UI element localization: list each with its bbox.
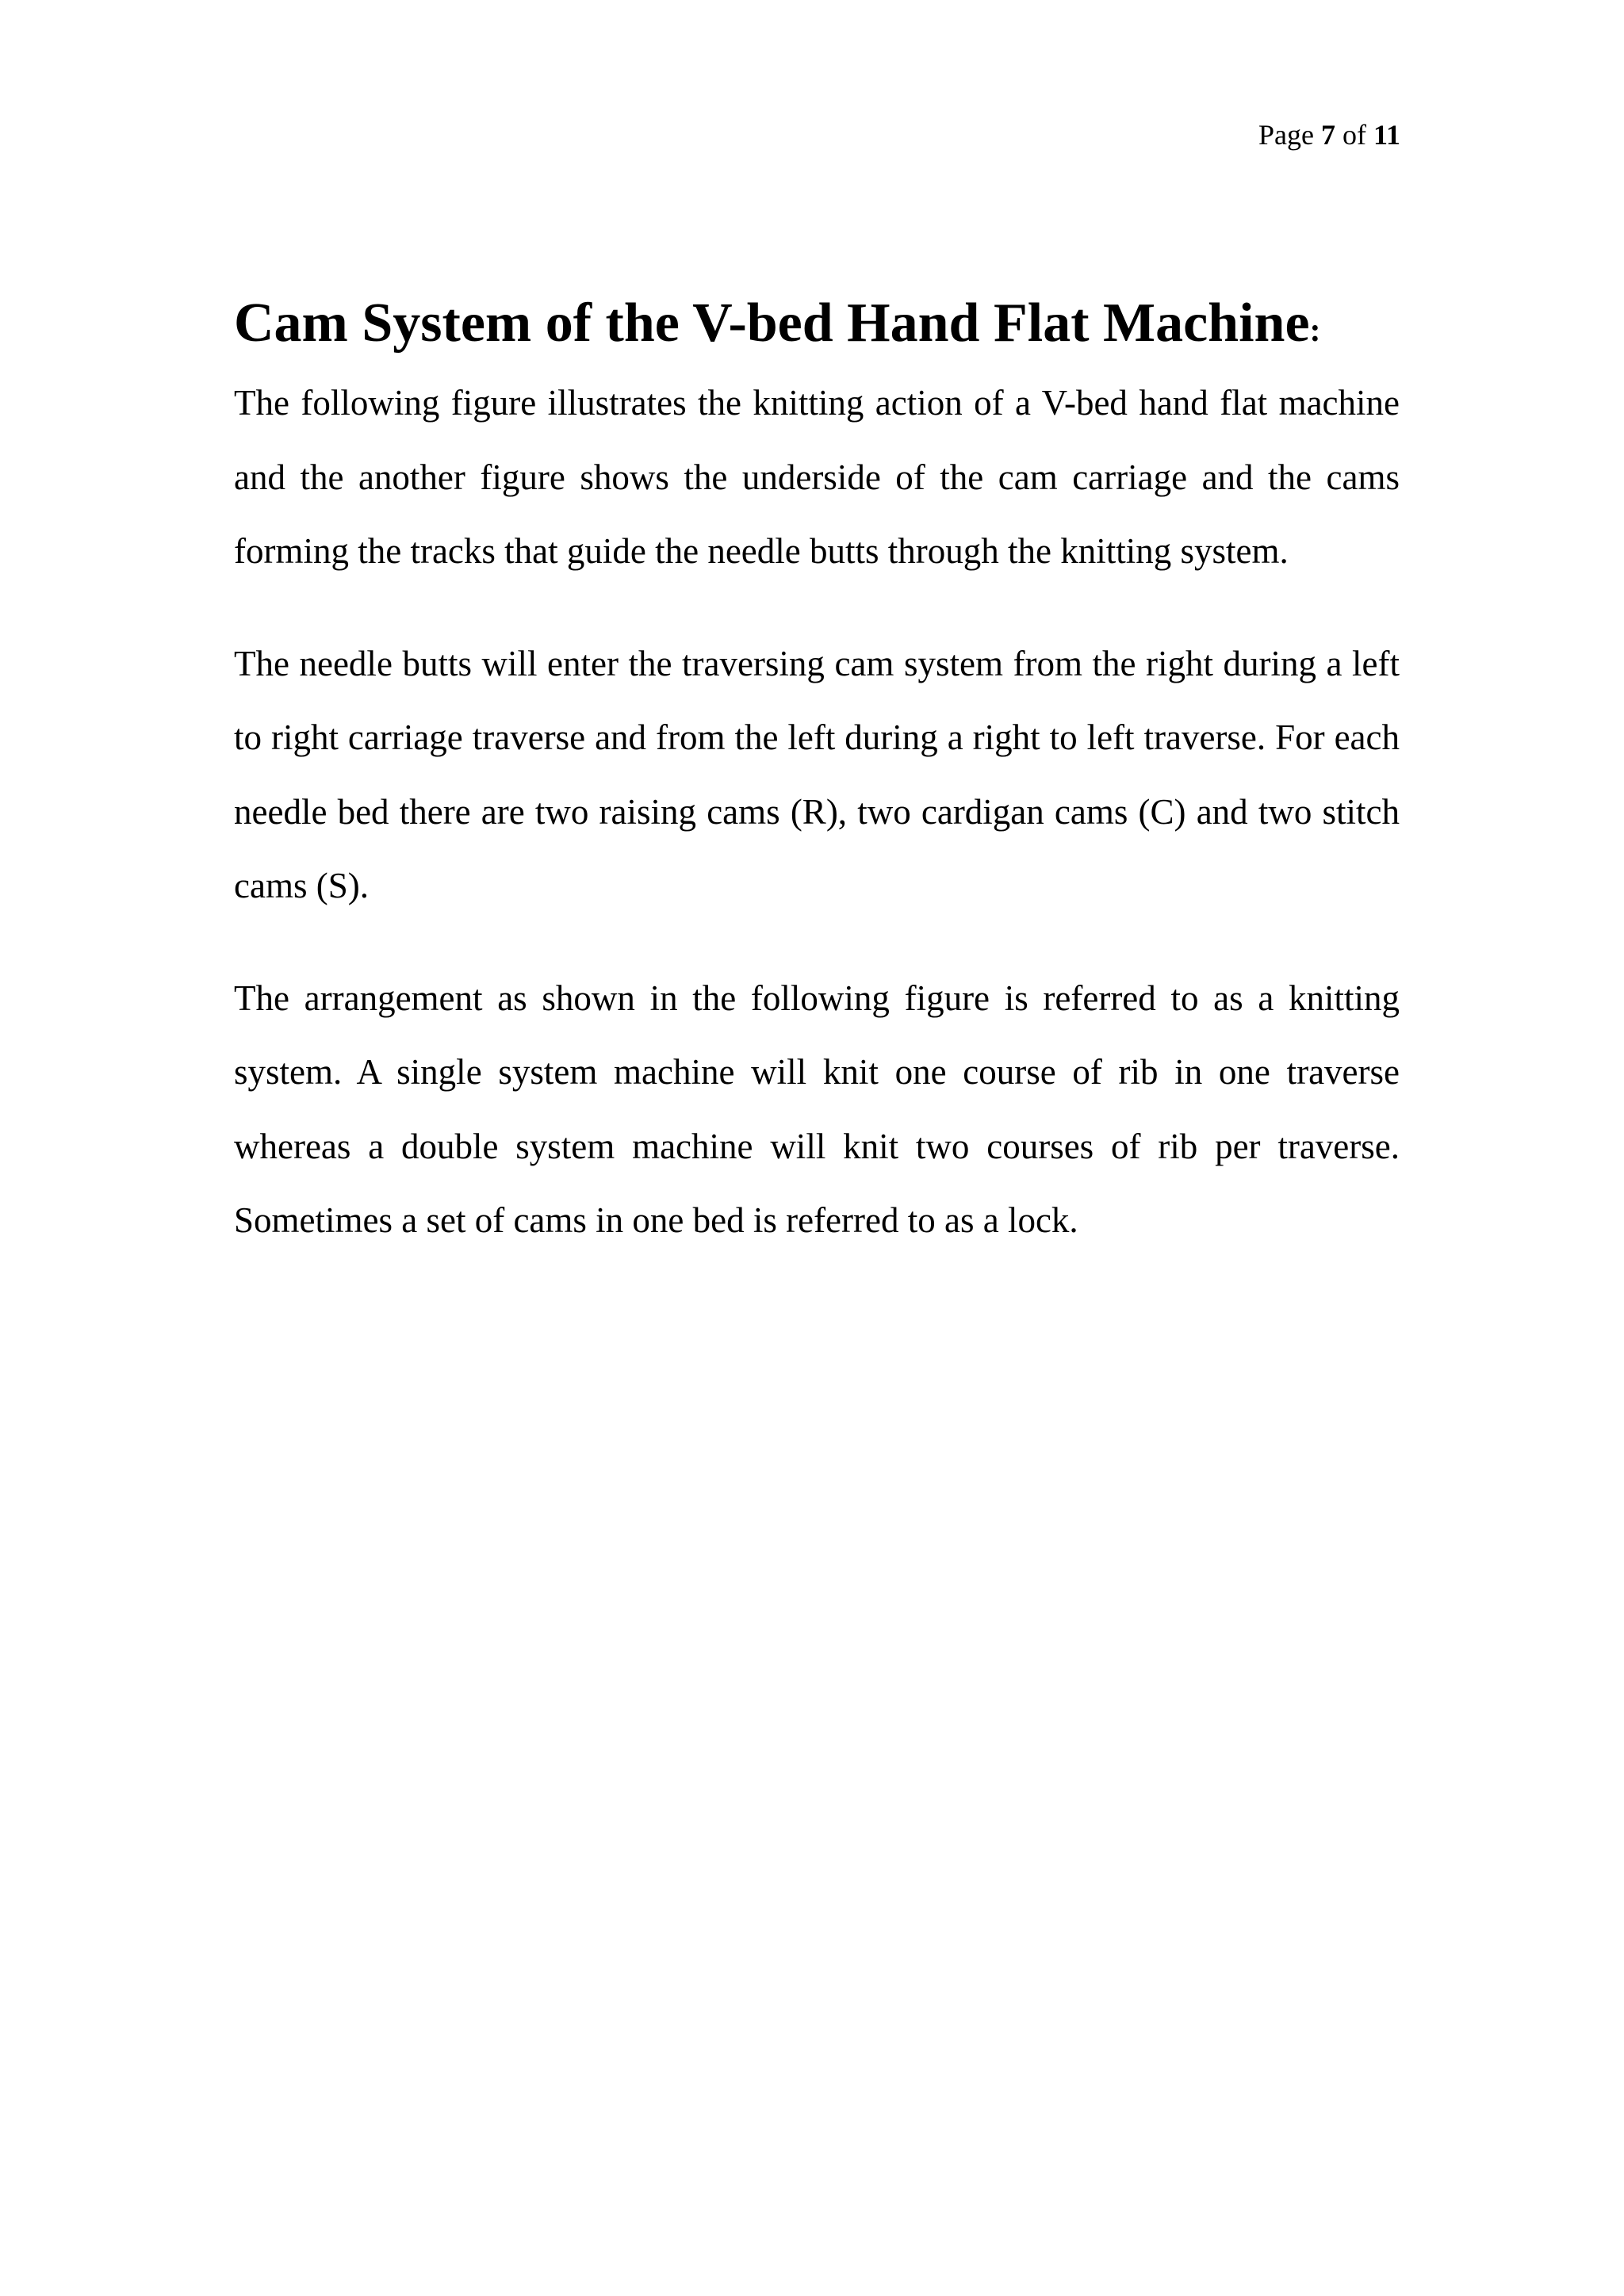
section-heading bbox=[234, 281, 1400, 373]
page-prefix: Page bbox=[1258, 119, 1321, 151]
current-page-number: 7 bbox=[1320, 119, 1335, 151]
paragraph-1: The following figure illustrates the knitting action of a V-bed hand flat machine and the another figure shows the underside of the cam carriage and the cams forming the tracks that guide the needle butts through the knitting system. bbox=[234, 383, 1400, 571]
paragraph-2: The needle butts will enter the traversing cam system from the right during a left to right carriage traverse and from the left during a right to left traverse. For each needle bed there are two raising cams (R), two cardigan cams (C) and two stitch cams (S). bbox=[234, 643, 1400, 905]
total-pages-number: 11 bbox=[1373, 119, 1400, 151]
section-heading-colon: : bbox=[1309, 312, 1321, 349]
document-body bbox=[234, 281, 1400, 1258]
section-heading-text: Cam System of the V-bed Hand Flat Machine bbox=[234, 293, 1310, 354]
page-of-label: of bbox=[1335, 119, 1373, 151]
page-number bbox=[1258, 117, 1400, 152]
paragraph-3: The arrangement as shown in the following figure is referred to as a knitting system. A single system machine will knit one course of rib in one traverse whereas a double system machine will knit two courses of rib per traverse. Sometimes a set of cams in one bed is referred to as a lock. bbox=[234, 978, 1400, 1240]
